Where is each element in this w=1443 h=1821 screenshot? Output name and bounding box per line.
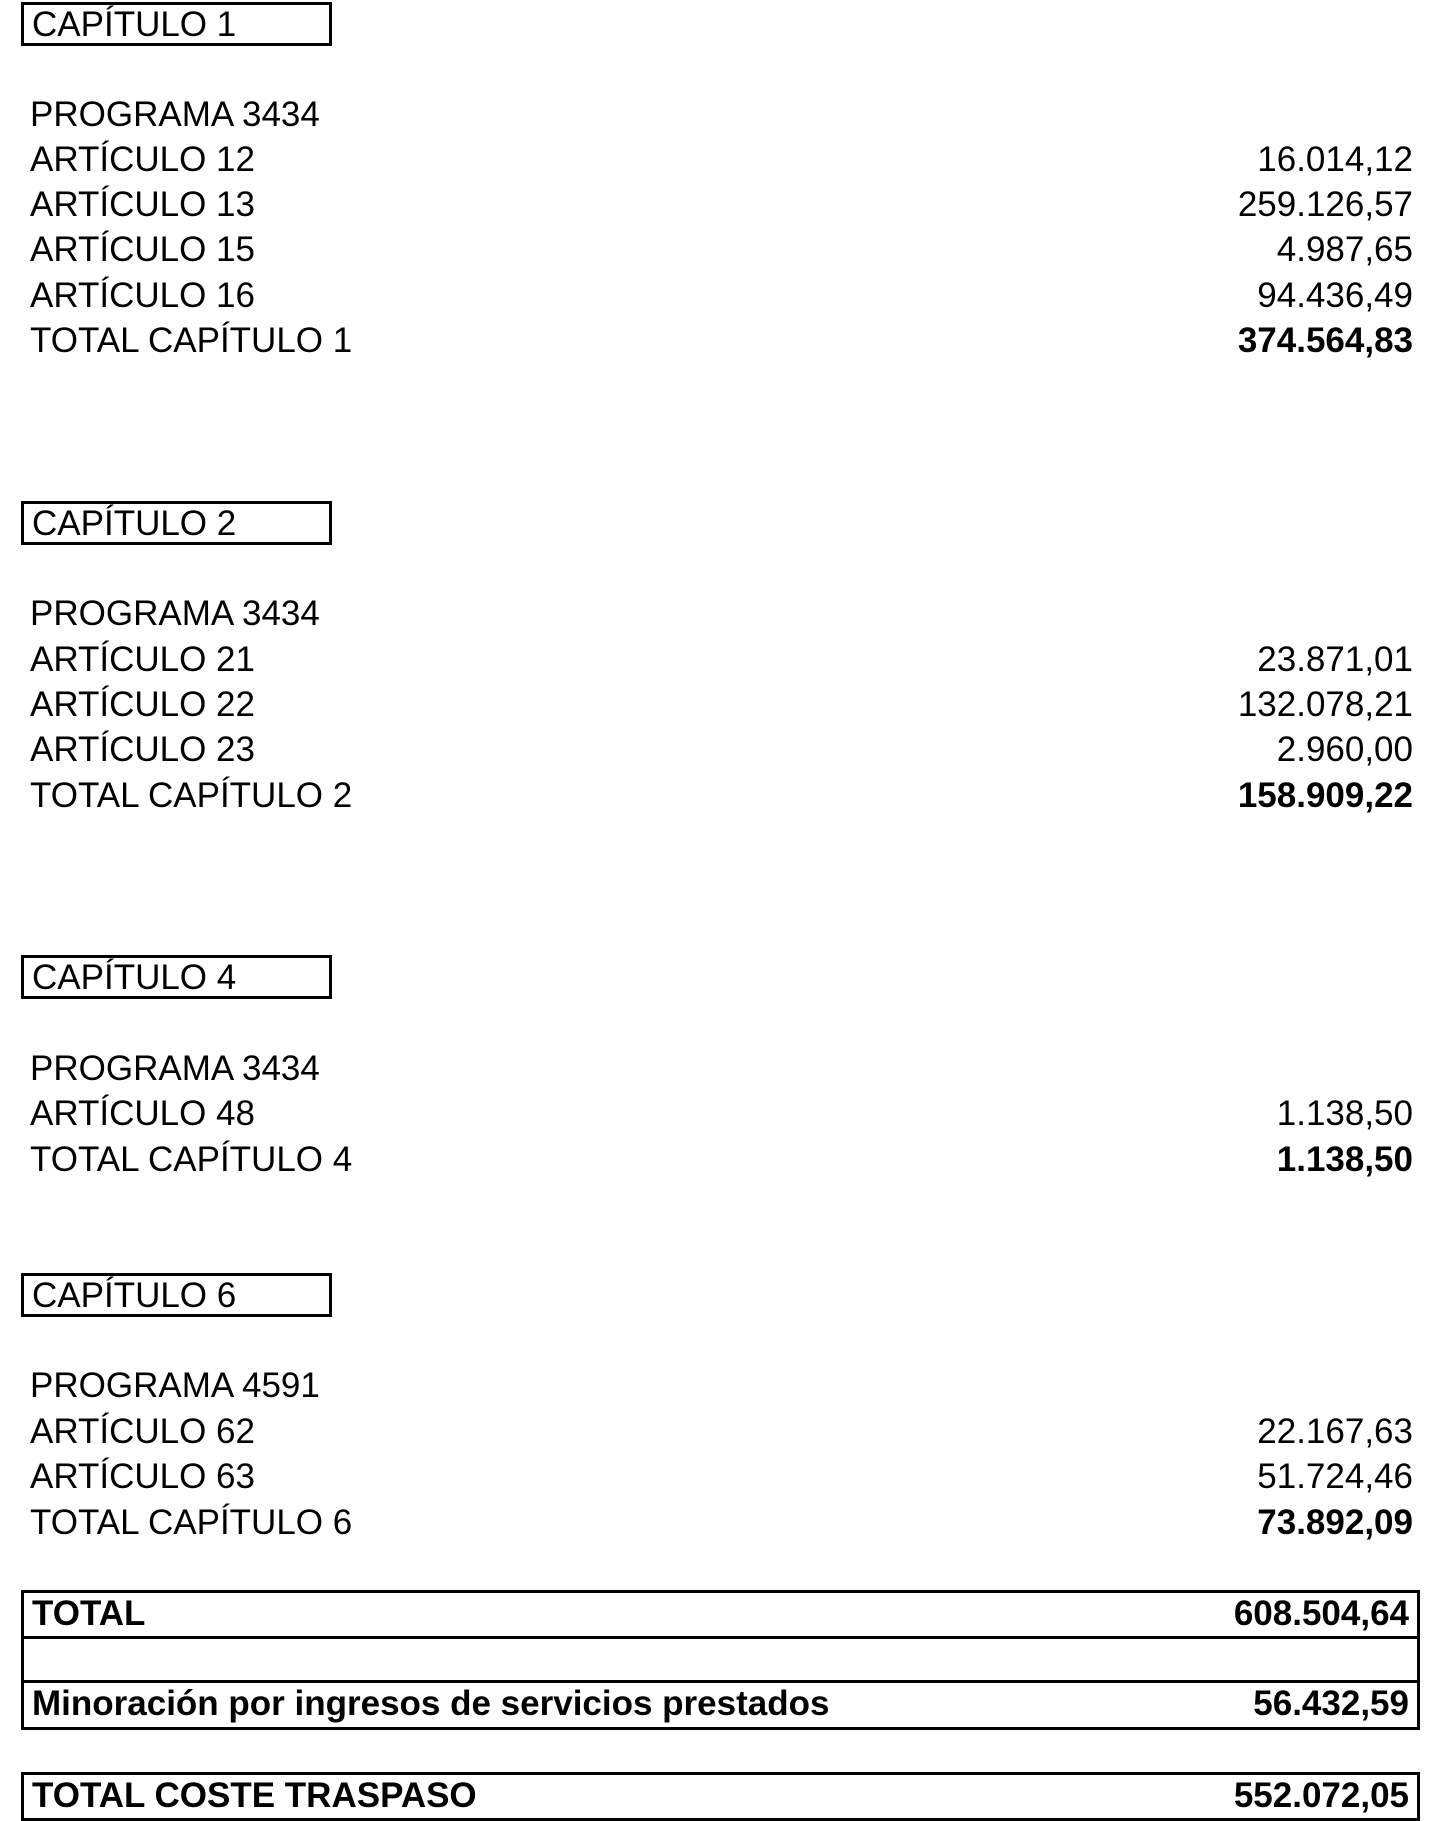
chapter-4-programa: PROGRAMA 3434	[30, 1049, 320, 1088]
total-coste-traspaso-label: TOTAL COSTE TRASPASO	[32, 1776, 477, 1815]
chapter-6-programa: PROGRAMA 4591	[30, 1366, 320, 1405]
total-coste-traspaso-row	[24, 1775, 1417, 1819]
minoracion-row	[24, 1683, 1417, 1727]
chapter-2-row-value: 2.960,00	[1276, 730, 1413, 769]
chapter-2-total-label: TOTAL CAPÍTULO 2	[30, 776, 353, 815]
total-coste-traspaso-value: 552.072,05	[1233, 1776, 1409, 1815]
chapter-6-row-label: ARTÍCULO 63	[30, 1457, 255, 1496]
chapter-2-row-label: ARTÍCULO 21	[30, 640, 255, 679]
chapter-6-total-value: 73.892,09	[1257, 1503, 1413, 1542]
chapter-1-header	[21, 2, 332, 46]
chapter-1-total-label: TOTAL CAPÍTULO 1	[30, 321, 353, 360]
chapter-2-row-label: ARTÍCULO 23	[30, 730, 255, 769]
chapter-1-row-value: 16.014,12	[1257, 140, 1413, 179]
chapter-4-header	[21, 955, 332, 999]
chapter-1-programa: PROGRAMA 3434	[30, 95, 320, 134]
minoracion-label: Minoración por ingresos de servicios prestados	[32, 1684, 830, 1723]
chapter-2-total-value: 158.909,22	[1237, 776, 1413, 815]
chapter-2-header	[21, 501, 332, 545]
chapter-1-row-label: ARTÍCULO 16	[30, 276, 255, 315]
minoracion-value: 56.432,59	[1253, 1684, 1409, 1723]
chapter-2-programa: PROGRAMA 3434	[30, 594, 320, 633]
chapter-1-row-label: ARTÍCULO 12	[30, 140, 255, 179]
grand-total-value: 608.504,64	[1233, 1594, 1409, 1633]
summary-table	[21, 1590, 1420, 1730]
chapter-4-total-label: TOTAL CAPÍTULO 4	[30, 1140, 353, 1179]
chapter-1-row-value: 94.436,49	[1257, 276, 1413, 315]
total-coste-traspaso-box	[21, 1772, 1420, 1821]
chapter-6-row-label: ARTÍCULO 62	[30, 1412, 255, 1451]
chapter-6-header	[21, 1273, 332, 1317]
chapter-1-title: CAPÍTULO 1	[32, 5, 237, 44]
chapter-4-title: CAPÍTULO 4	[32, 958, 237, 997]
chapter-1-row-value: 4.987,65	[1276, 230, 1413, 269]
chapter-1-total-value: 374.564,83	[1237, 321, 1413, 360]
chapter-2-title: CAPÍTULO 2	[32, 504, 237, 543]
chapter-4-total-value: 1.138,50	[1276, 1140, 1413, 1179]
divider	[24, 1636, 1417, 1639]
chapter-2-row-label: ARTÍCULO 22	[30, 685, 255, 724]
grand-total-label: TOTAL	[32, 1594, 146, 1633]
chapter-1-row-label: ARTÍCULO 15	[30, 230, 255, 269]
chapter-2-row-value: 132.078,21	[1237, 685, 1413, 724]
chapter-4-row-label: ARTÍCULO 48	[30, 1094, 255, 1133]
chapter-6-row-value: 51.724,46	[1257, 1457, 1413, 1496]
chapter-1-row-value: 259.126,57	[1237, 185, 1413, 224]
chapter-4-row-value: 1.138,50	[1276, 1094, 1413, 1133]
grand-total-row	[24, 1593, 1417, 1637]
chapter-6-title: CAPÍTULO 6	[32, 1276, 237, 1315]
chapter-6-row-value: 22.167,63	[1257, 1412, 1413, 1451]
chapter-6-total-label: TOTAL CAPÍTULO 6	[30, 1503, 353, 1542]
chapter-2-row-value: 23.871,01	[1257, 640, 1413, 679]
chapter-1-row-label: ARTÍCULO 13	[30, 185, 255, 224]
